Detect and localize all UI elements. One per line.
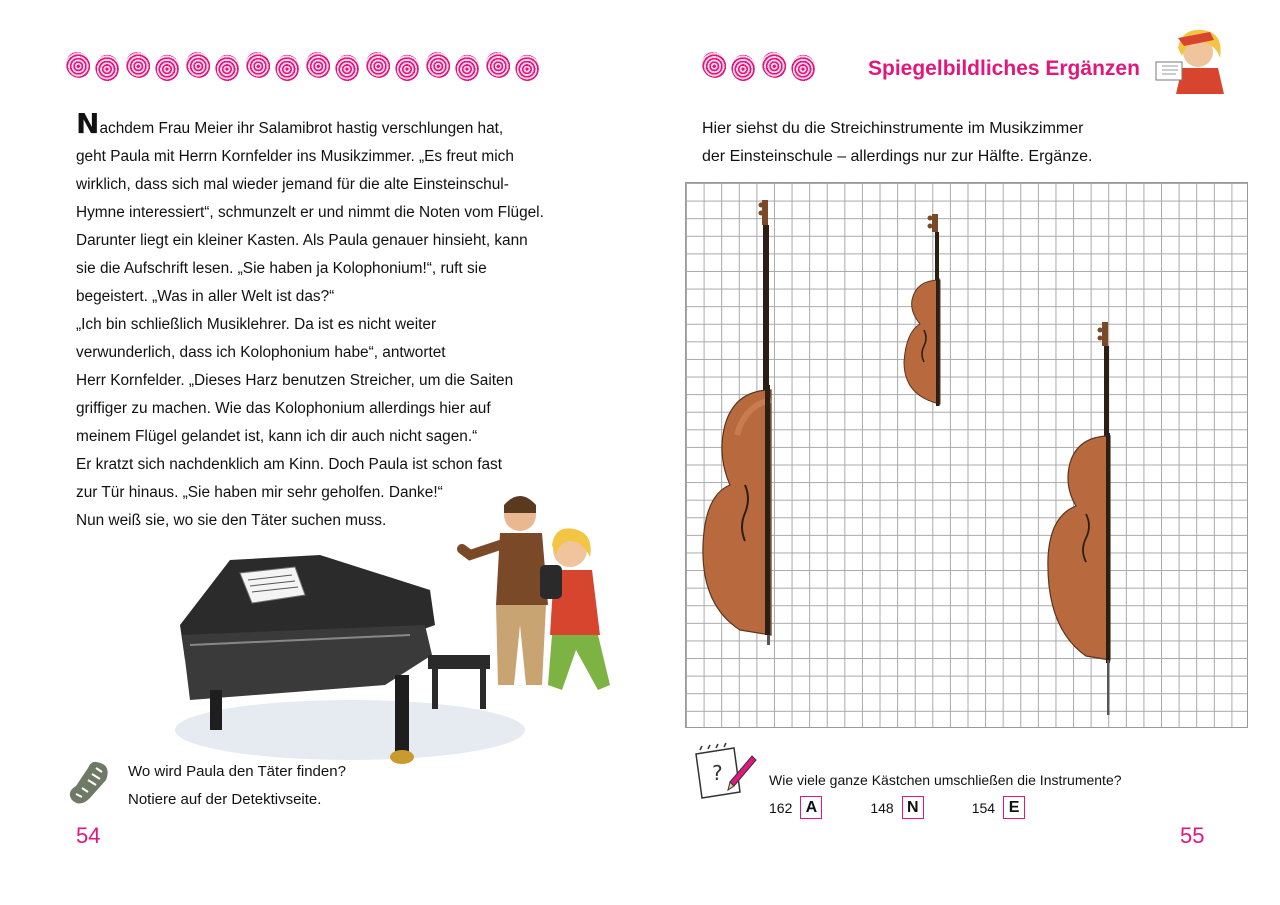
story-line: Er kratzt sich nachdenklich am Kinn. Doch Paula ist schon fast xyxy=(76,456,503,473)
count-question: Wie viele ganze Kästchen umschließen die Instrumente? xyxy=(769,772,1122,788)
intro-line: der Einsteinschule – allerdings nur zur Hälfte. Ergänze. xyxy=(702,148,1093,165)
fingerprint-icon xyxy=(728,52,758,83)
answer-options xyxy=(769,796,1025,819)
answer-option[interactable] xyxy=(870,796,923,819)
answer-letter-box: E xyxy=(1003,796,1025,819)
svg-text:?: ? xyxy=(712,761,723,785)
right-page xyxy=(640,0,1280,905)
answer-letter-box: N xyxy=(902,796,924,819)
fingerprint-row xyxy=(66,52,540,78)
fingerprint-icon xyxy=(484,50,513,80)
fingerprint-icon xyxy=(244,50,273,80)
fingerprint-icon xyxy=(700,50,729,80)
answer-number: 148 xyxy=(870,799,894,816)
fingerprint-icon xyxy=(272,52,302,83)
fingerprint-icon xyxy=(424,50,453,80)
fingerprint-icon xyxy=(212,52,242,83)
story-line: sie die Aufschrift lesen. „Sie haben ja Kolophonium!“, ruft sie xyxy=(76,260,487,277)
shoe-print-icon xyxy=(66,758,116,808)
answer-option[interactable] xyxy=(769,796,822,819)
fingerprint-icon xyxy=(788,52,818,83)
story-line: verwunderlich, dass ich Kolophonium habe“, antwortet xyxy=(76,344,446,361)
answer-number: 154 xyxy=(971,799,996,816)
story-line: Herr Kornfelder. „Dieses Harz benutzen Streicher, um die Saiten xyxy=(76,372,514,389)
fingerprint-icon xyxy=(304,50,333,80)
piano-leg xyxy=(395,675,409,760)
drop-cap: N xyxy=(76,107,100,140)
story-line: wirklich, dass sich mal wieder jemand für die alte Einsteinschul- xyxy=(76,176,509,193)
story-line: griffiger zu machen. Wie das Kolophonium allerdings hier auf xyxy=(76,400,491,417)
piano-leg xyxy=(210,690,222,730)
fingerprint-icon xyxy=(364,50,393,80)
detective-question xyxy=(128,758,346,814)
fingerprint-icon xyxy=(332,52,362,83)
double-bass-half xyxy=(695,195,775,645)
story-text xyxy=(76,107,596,535)
fingerprint-icon xyxy=(64,50,93,80)
fingerprint-icon xyxy=(392,52,422,83)
story-line: Nachdem Frau Meier ihr Salamibrot hastig verschlungen hat, xyxy=(76,107,504,140)
fingerprint-row xyxy=(702,52,816,78)
violin-half xyxy=(898,212,946,412)
intro-line: Hier siehst du die Streichinstrumente im Musikzimmer xyxy=(702,120,1084,137)
task-intro xyxy=(702,115,1092,171)
fingerprint-icon xyxy=(760,50,789,80)
story-line: meinem Flügel gelandet ist, kann ich dir auch nicht sagen.“ xyxy=(76,428,478,445)
answer-option[interactable] xyxy=(972,796,1025,819)
story-line: geht Paula mit Herrn Kornfelder ins Musikzimmer. „Es freut mich xyxy=(76,148,514,165)
question-line: Wo wird Paula den Täter finden? xyxy=(128,763,346,780)
fingerprint-icon xyxy=(152,52,182,83)
fingerprint-icon xyxy=(184,50,213,80)
story-line: begeistert. „Was in aller Welt ist das?“ xyxy=(76,288,335,305)
paula-trousers xyxy=(548,635,610,690)
rosin-box xyxy=(540,565,562,599)
fingerprint-icon xyxy=(124,50,153,80)
story-line: zur Tür hinaus. „Sie haben mir sehr geholfen. Danke!“ xyxy=(76,484,443,501)
story-line: Darunter liegt ein kleiner Kasten. Als Paula genauer hinsieht, kann xyxy=(76,232,528,249)
piano-bench xyxy=(428,655,490,669)
piano-wheel xyxy=(390,750,414,764)
page-title: Spiegelbildliches Ergänzen xyxy=(868,57,1140,80)
detective-girl-illustration xyxy=(1148,22,1234,94)
question-line: Notiere auf der Detektivseite. xyxy=(128,791,322,808)
notepad-pencil-icon xyxy=(690,742,758,802)
story-line: „Ich bin schließlich Musiklehrer. Da ist es nicht weiter xyxy=(76,316,437,333)
page-number: 54 xyxy=(76,823,101,848)
story-line: Nun weiß sie, wo sie den Täter suchen muss. xyxy=(76,512,387,529)
cello-half xyxy=(1042,318,1114,718)
page-number: 55 xyxy=(1180,823,1205,848)
floor-shadow xyxy=(175,700,525,760)
teacher-trousers xyxy=(496,605,546,685)
story-line: Hymne interessiert“, schmunzelt er und nimmt die Noten vom Flügel. xyxy=(76,204,544,221)
fingerprint-icon xyxy=(452,52,482,83)
fingerprint-icon xyxy=(512,52,542,83)
piano-illustration xyxy=(170,485,620,775)
fingerprint-icon xyxy=(92,52,122,83)
answer-letter-box: A xyxy=(800,796,822,819)
answer-number: 162 xyxy=(769,799,793,816)
